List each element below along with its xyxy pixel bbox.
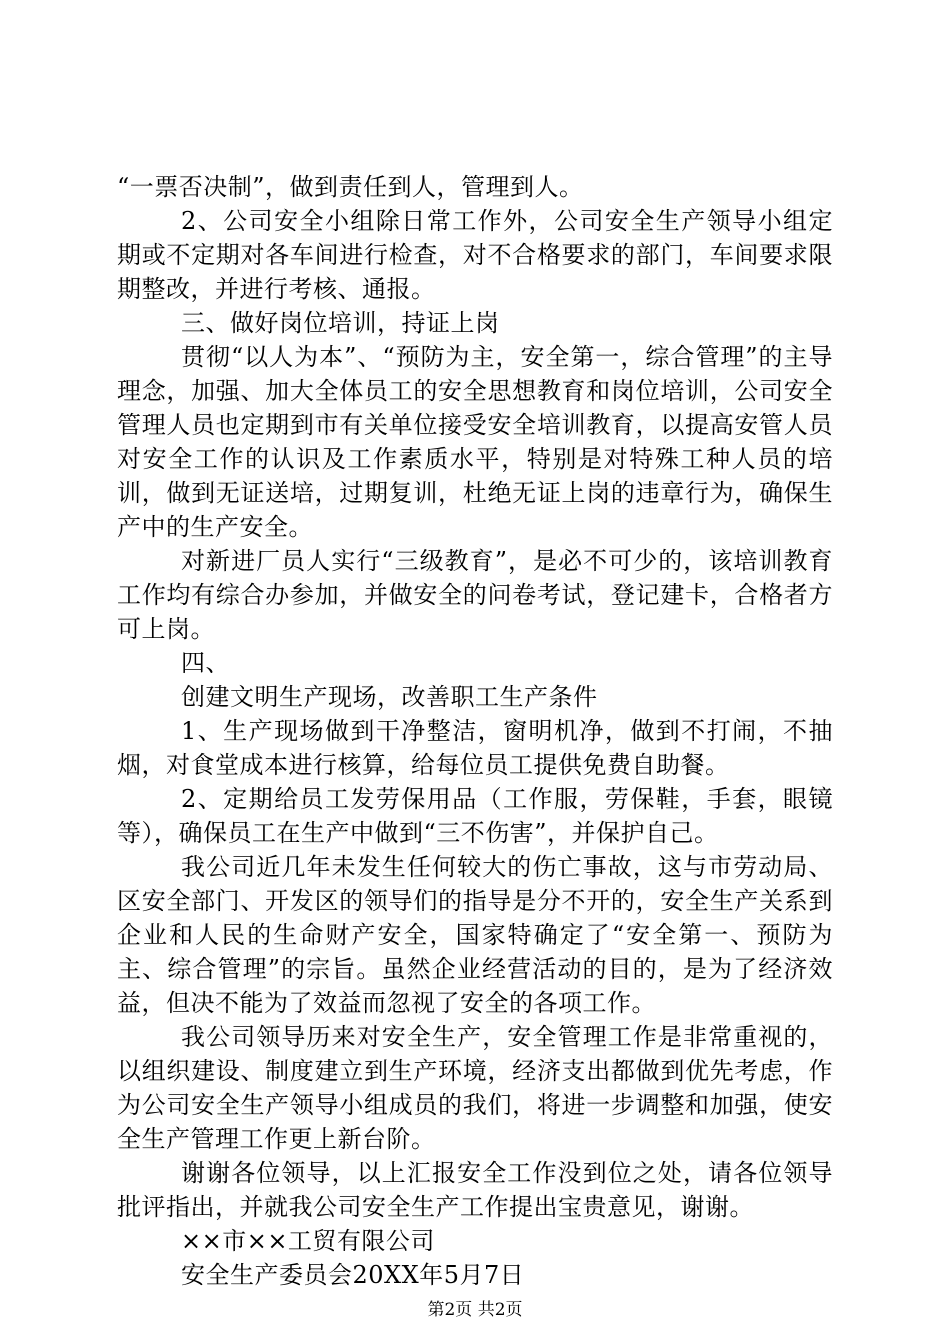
paragraph-veto-system: “一票否决制”，做到责任到人，管理到人。 [117,173,584,201]
paragraph-training: 贯彻“以人为本”、“预防为主，安全第一，综合管理”的主导理念，加强、加大全体员工的安全思想教育和岗位培训，公司安全管理人员也定期到市有关单位接受安全培训教育，以提高安管人员对安全工作的认识及工作素质水平，特别是对特殊工种人员的培训，做到无证送培，过期复训，杜绝无证上岗的违章行为，确保生产中的生产安全。 [117,343,833,541]
paragraph-no-accidents: 我公司近几年未发生任何较大的伤亡事故，这与市劳动局、区安全部门、开发区的领导们的指导是分不开的，安全生产关系到企业和人民的生命财产安全，国家特确定了“安全第一、预防为主、综合管理”的宗旨。虽然企业经营活动的目的，是为了经济效益，但决不能为了效益而忽视了安全的各项工作。 [117,853,833,1017]
document-body [117,170,833,1292]
signature-committee-date: 安全生产委员会20XX年5月7日 [181,1261,525,1289]
paragraph-clean-site: 1、生产现场做到干净整洁，窗明机净，做到不打闹，不抽烟，对食堂成本进行核算，给每位员工提供免费自助餐。 [117,717,833,779]
paragraph-thanks: 谢谢各位领导，以上汇报安全工作没到位之处，请各位领导批评指出，并就我公司安全生产工作提出宝贵意见，谢谢。 [117,1159,833,1221]
section-heading-civilized-production: 创建文明生产现场，改善职工生产条件 [181,683,598,711]
paragraph-leadership-emphasis: 我公司领导历来对安全生产，安全管理工作是非常重视的，以组织建设、制度建立到生产环境，经济支出都做到优先考虑，作为公司安全生产领导小组成员的我们，将进一步调整和加强，使安全生产管理工作更上新台阶。 [117,1023,833,1153]
section-heading-training: 三、做好岗位培训，持证上岗 [181,309,500,337]
section-number-four: 四、 [181,649,230,677]
paragraph-protective-equipment: 2、定期给员工发劳保用品（工作服，劳保鞋，手套，眼镜等），确保员工在生产中做到“三不伤害”，并保护自己。 [117,785,833,847]
page-footer: 第2页 共2页 [427,1300,523,1320]
signature-company: ××市××工贸有限公司 [181,1227,435,1255]
paragraph-inspection: 2、公司安全小组除日常工作外，公司安全生产领导小组定期或不定期对各车间进行检查，对不合格要求的部门，车间要求限期整改，并进行考核、通报。 [117,207,833,303]
paragraph-three-level-education: 对新进厂员人实行“三级教育”，是必不可少的，该培训教育工作均有综合办参加，并做安全的问卷考试，登记建卡，合格者方可上岗。 [117,547,833,643]
